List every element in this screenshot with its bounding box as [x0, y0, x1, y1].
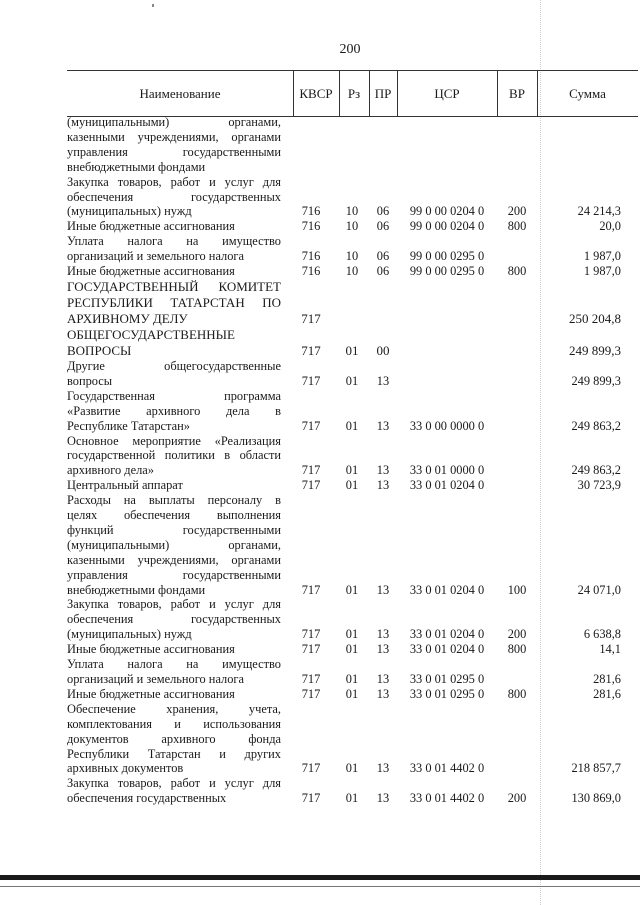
cell-rz: 01 [345, 582, 359, 597]
row-name [67, 359, 281, 389]
header-csr: ЦСР [434, 86, 460, 101]
row-name [67, 327, 281, 359]
cell-sum: 281,6 [593, 672, 621, 686]
cell-rz: 01 [345, 686, 359, 701]
row-name-line: Основное мероприятие «Реализация [67, 433, 281, 448]
cell-kvsr: 717 [301, 418, 321, 433]
cell-kvsr: 717 [301, 672, 321, 686]
cell-rz: 01 [345, 373, 359, 388]
cell-sum: 20,0 [599, 219, 621, 234]
cell-rz: 01 [345, 642, 359, 657]
row-name-line: (муниципальными) органами, [67, 537, 281, 552]
cell-csr: 99 0 00 0295 0 [409, 249, 485, 264]
cell-sum: 24 214,3 [577, 204, 621, 219]
row-name [67, 642, 281, 657]
cell-kvsr: 717 [301, 642, 321, 657]
table-row [67, 597, 638, 642]
cell-vr: 200 [507, 204, 527, 219]
header-kvsr: КВСР [299, 86, 333, 101]
row-name [67, 687, 281, 702]
row-name-line: Государственная программа [67, 388, 281, 403]
table-row [67, 115, 638, 175]
cell-csr: 99 0 00 0204 0 [409, 204, 485, 219]
cell-csr: 33 0 01 0204 0 [409, 478, 485, 493]
row-name-line: (муниципальными) органами, [67, 115, 281, 129]
row-name [67, 478, 281, 493]
cell-pr: 13 [376, 791, 390, 806]
cell-csr: 33 0 01 0295 0 [409, 686, 485, 701]
table-row [67, 687, 638, 702]
row-name [67, 219, 281, 234]
header-name: Наименование [139, 86, 221, 101]
row-name-line: Республике Татарстан» [67, 418, 190, 433]
scan-bottom-border [0, 875, 640, 880]
cell-rz: 01 [345, 342, 359, 358]
row-name-line: Обеспечение хранения, учета, [67, 701, 281, 716]
row-name-line: документов архивного фонда [67, 731, 281, 746]
row-name-line: архивных документов [67, 761, 184, 776]
cell-vr: 800 [507, 686, 527, 701]
row-name-line: обеспечения государственных [67, 612, 281, 627]
cell-vr: 200 [507, 627, 527, 642]
table-row [67, 642, 638, 657]
cell-rz: 01 [345, 418, 359, 433]
cell-rz: 01 [345, 672, 359, 686]
cell-rz: 10 [345, 219, 359, 234]
cell-sum: 249 863,2 [571, 418, 621, 433]
cell-sum: 6 638,8 [583, 627, 621, 642]
table-row [67, 657, 638, 687]
row-name-line: казенными учреждениями, органами [67, 552, 281, 567]
cell-sum: 218 857,7 [571, 761, 621, 776]
table-row [67, 776, 638, 806]
cell-pr: 13 [376, 627, 390, 642]
cell-vr: 800 [507, 642, 527, 657]
cell-csr: 33 0 01 0204 0 [409, 642, 485, 657]
row-name [67, 597, 281, 642]
cell-pr: 13 [376, 463, 390, 478]
row-name-line: ГОСУДАРСТВЕННЫЙ КОМИТЕТ [67, 278, 281, 294]
row-name-line: Уплата налога на имущество [67, 657, 281, 672]
cell-sum: 30 723,9 [577, 478, 621, 493]
table-row [67, 264, 638, 279]
row-name-line: функций государственными [67, 522, 281, 537]
cell-vr: 200 [507, 791, 527, 806]
cell-csr: 99 0 00 0204 0 [409, 219, 485, 234]
cell-kvsr: 716 [301, 249, 321, 264]
cell-pr: 13 [376, 761, 390, 776]
cell-vr: 100 [507, 582, 527, 597]
row-name-line: Уплата налога на имущество [67, 234, 281, 249]
cell-kvsr: 717 [301, 310, 321, 326]
row-name-line: вопросы [67, 373, 113, 388]
cell-sum: 249 899,3 [571, 373, 621, 388]
cell-rz: 01 [345, 627, 359, 642]
row-name-line: архивного дела» [67, 463, 154, 478]
row-name-line: Закупка товаров, работ и услуг для [67, 776, 281, 791]
scan-speck [152, 4, 154, 7]
table-row [67, 434, 638, 479]
cell-pr: 13 [376, 582, 390, 597]
row-name [67, 434, 281, 479]
cell-csr: 33 0 01 0295 0 [409, 672, 485, 686]
cell-csr: 33 0 01 4402 0 [409, 761, 485, 776]
cell-kvsr: 717 [301, 463, 321, 478]
cell-kvsr: 717 [301, 686, 321, 701]
table-row [67, 359, 638, 389]
row-name [67, 175, 281, 220]
cell-pr: 06 [376, 264, 390, 279]
cell-csr: 33 0 01 0000 0 [409, 463, 485, 478]
cell-rz: 01 [345, 761, 359, 776]
row-name-line: Расходы на выплаты персоналу в [67, 493, 281, 508]
row-name-line: Республики Татарстан и других [67, 746, 281, 761]
row-name-line: Иные бюджетные ассигнования [67, 264, 235, 279]
row-name-line: внебюджетными фондами [67, 159, 206, 174]
row-name [67, 115, 281, 175]
row-name [67, 389, 281, 434]
scan-bottom-line [0, 886, 640, 887]
row-name-line: Иные бюджетные ассигнования [67, 686, 235, 701]
header-vr: ВР [509, 86, 525, 101]
header-pr: ПР [374, 86, 392, 101]
cell-csr: 99 0 00 0295 0 [409, 264, 485, 279]
cell-sum: 14,1 [599, 642, 621, 657]
row-name-line: Иные бюджетные ассигнования [67, 642, 235, 657]
cell-pr: 00 [376, 342, 390, 358]
table-row [67, 702, 638, 777]
table-row [67, 389, 638, 434]
row-name-line: (муниципальных) нужд [67, 627, 192, 642]
cell-kvsr: 716 [301, 219, 321, 234]
cell-kvsr: 717 [301, 761, 321, 776]
header-sum: Сумма [569, 86, 606, 101]
table-header [67, 70, 638, 117]
table-row [67, 234, 638, 264]
cell-sum: 281,6 [593, 686, 621, 701]
cell-sum: 250 204,8 [569, 310, 621, 326]
header-rz: Рз [347, 86, 361, 101]
table-row [67, 175, 638, 220]
row-name-line: управления государственными [67, 567, 281, 582]
cell-rz: 01 [345, 791, 359, 806]
cell-kvsr: 717 [301, 627, 321, 642]
cell-pr: 06 [376, 249, 390, 264]
cell-rz: 10 [345, 264, 359, 279]
cell-rz: 01 [345, 478, 359, 493]
row-name-line: (муниципальных) нужд [67, 204, 192, 219]
row-name-line: АРХИВНОМУ ДЕЛУ [67, 310, 188, 326]
row-name-line: организаций и земельного налога [67, 672, 245, 686]
cell-pr: 13 [376, 478, 390, 493]
cell-kvsr: 717 [301, 582, 321, 597]
row-name-line: целях обеспечения выполнения [67, 508, 281, 523]
row-name-line: Закупка товаров, работ и услуг для [67, 597, 281, 612]
row-name-line: государственной политики в области [67, 448, 281, 463]
table-body [67, 115, 638, 806]
row-name [67, 264, 281, 279]
row-name [67, 279, 281, 327]
cell-csr: 33 0 01 0204 0 [409, 582, 485, 597]
cell-kvsr: 716 [301, 264, 321, 279]
row-name [67, 657, 281, 687]
row-name-line: Другие общегосударственные [67, 358, 281, 373]
table-row [67, 493, 638, 597]
row-name-line: РЕСПУБЛИКИ ТАТАРСТАН ПО [67, 294, 281, 310]
table-row [67, 279, 638, 327]
row-name-line: казенными учреждениями, органами [67, 129, 281, 144]
row-name-line: Закупка товаров, работ и услуг для [67, 174, 281, 189]
cell-pr: 06 [376, 219, 390, 234]
cell-csr: 33 0 01 0204 0 [409, 627, 485, 642]
cell-kvsr: 717 [301, 373, 321, 388]
cell-rz: 01 [345, 463, 359, 478]
cell-pr: 13 [376, 686, 390, 701]
cell-kvsr: 717 [301, 791, 321, 806]
cell-kvsr: 717 [301, 342, 321, 358]
row-name-line: комплектования и использования [67, 716, 281, 731]
cell-sum: 1 987,0 [583, 249, 621, 264]
table-row [67, 327, 638, 359]
cell-sum: 249 899,3 [569, 342, 621, 358]
cell-vr: 800 [507, 264, 527, 279]
row-name-line: обеспечения государственных [67, 791, 227, 806]
cell-sum: 1 987,0 [583, 264, 621, 279]
cell-pr: 13 [376, 373, 390, 388]
row-name-line: управления государственными [67, 144, 281, 159]
page-number: 200 [339, 42, 361, 57]
table-row [67, 478, 638, 493]
cell-rz: 10 [345, 249, 359, 264]
row-name [67, 776, 281, 806]
cell-csr: 33 0 01 4402 0 [409, 791, 485, 806]
cell-pr: 06 [376, 204, 390, 219]
table-row [67, 219, 638, 234]
cell-kvsr: 716 [301, 204, 321, 219]
cell-kvsr: 717 [301, 478, 321, 493]
row-name-line: обеспечения государственных [67, 189, 281, 204]
cell-sum: 24 071,0 [577, 582, 621, 597]
cell-rz: 10 [345, 204, 359, 219]
row-name-line: организаций и земельного налога [67, 249, 245, 264]
row-name [67, 702, 281, 777]
row-name-line: внебюджетными фондами [67, 582, 206, 597]
row-name-line: «Развитие архивного дела в [67, 403, 281, 418]
row-name-line: Иные бюджетные ассигнования [67, 219, 235, 234]
cell-pr: 13 [376, 418, 390, 433]
cell-pr: 13 [376, 672, 390, 686]
row-name-line: ОБЩЕГОСУДАРСТВЕННЫЕ [67, 326, 235, 342]
row-name-line: Центральный аппарат [67, 478, 183, 493]
cell-sum: 130 869,0 [571, 791, 621, 806]
cell-csr: 33 0 00 0000 0 [409, 418, 485, 433]
row-name-line: ВОПРОСЫ [67, 342, 132, 358]
row-name [67, 493, 281, 597]
cell-pr: 13 [376, 642, 390, 657]
cell-sum: 249 863,2 [571, 463, 621, 478]
row-name [67, 234, 281, 264]
cell-vr: 800 [507, 219, 527, 234]
